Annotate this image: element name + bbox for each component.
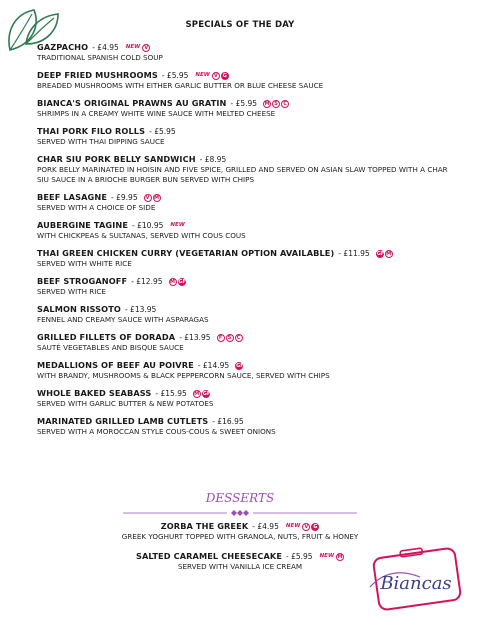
menu-item (0, 521, 480, 542)
menu-item-name: WHOLE BAKED SEABASS (37, 388, 152, 398)
dietary-s-icon: S (226, 334, 234, 342)
dietary-icons (169, 222, 185, 230)
ornamental-divider (123, 510, 357, 516)
menu-item-header (0, 521, 480, 532)
menu-item-header (37, 304, 457, 315)
menu-item-price: - £9.95 (111, 193, 138, 202)
dietary-m-icon: M (264, 100, 270, 107)
menu-item-header (37, 126, 457, 137)
menu-item-description: SERVED WITH RICE (37, 287, 106, 296)
dietary-m-icon: M (170, 278, 175, 285)
menu-item (37, 416, 457, 437)
menu-item-name: CHAR SIU PORK BELLY SANDWICH (37, 154, 196, 164)
logo-text: Biancas (380, 573, 452, 594)
menu-item-header (37, 416, 457, 427)
menu-item-description: WITH CHICKPEAS & SULTANAS, SERVED WITH COUS COUS (37, 231, 246, 240)
menu-item-price: - £12.95 (131, 277, 163, 286)
menu-item-price: - £13.95 (124, 305, 157, 314)
menu-item-price: - £5.95 (161, 71, 189, 80)
menu-item-description: SERVED WITH THAI DIPPING SAUCE (37, 137, 165, 146)
menu-item-header (37, 154, 457, 165)
dietary-icons (125, 44, 150, 52)
menu-item (37, 304, 457, 325)
dietary-g-icon: G (222, 72, 227, 79)
menu-item-header (37, 192, 457, 203)
menu-item (37, 388, 457, 409)
menu-item-name: GRILLED FILLETS OF DORADA (37, 332, 176, 342)
menu-item-price: - £16.95 (212, 417, 244, 426)
menu-item (37, 276, 457, 297)
dietary-icons (235, 362, 243, 370)
menu-item-header (37, 42, 457, 53)
menu-item-header (37, 98, 457, 109)
menu-item (37, 192, 457, 213)
menu-item-description: SAUTÉ VEGETABLES AND BISQUE SAUCE (37, 343, 184, 352)
menu-item (37, 42, 457, 63)
menu-item-name: GAZPACHO (37, 42, 89, 52)
dietary-icons (319, 553, 344, 561)
menu-item-name: MARINATED GRILLED LAMB CUTLETS (37, 416, 209, 426)
dietary-icons (194, 72, 228, 80)
menu-item-header (37, 276, 457, 287)
menu-item-name: DEEP FRIED MUSHROOMS (37, 70, 158, 80)
menu-item-header (37, 332, 457, 343)
menu-item-price: - £14.95 (197, 361, 230, 370)
menu-item-name: THAI GREEN CHICKEN CURRY (VEGETARIAN OPTION AVAILABLE) (37, 248, 335, 258)
dietary-new-icon: NEW (285, 522, 301, 529)
dietary-icons (376, 250, 393, 258)
menu-item-description: SERVED WITH A CHOICE OF SIDE (37, 203, 156, 212)
menu-item-price: - £10.95 (132, 221, 164, 230)
menu-item-description: BREADED MUSHROOMS WITH EITHER GARLIC BUTTER OR BLUE CHEESE SAUCE (37, 81, 324, 90)
dietary-m-icon: M (154, 194, 160, 201)
menu-item-price: - £13.95 (179, 333, 211, 342)
menu-item-price: - £5.95 (286, 552, 313, 561)
dietary-icons (193, 390, 210, 398)
menu-item-name: AUBERGINE TAGINE (37, 220, 129, 230)
dietary-v-icon: V (302, 523, 310, 531)
menu-item-description: SERVED WITH WHITE RICE (37, 259, 132, 268)
menu-item (37, 98, 457, 119)
menu-item (37, 70, 457, 91)
dietary-new-icon: NEW (170, 221, 185, 228)
dietary-icons (285, 523, 319, 531)
menu-item (37, 126, 457, 147)
menu-item-description: WITH BRANDY, MUSHROOMS & BLACK PEPPERCORN SAUCE, SERVED WITH CHIPS (37, 371, 330, 380)
menu-item-price: - £11.95 (338, 249, 370, 258)
dietary-v-icon: V (142, 44, 150, 52)
page-title: SPECIALS OF THE DAY (185, 20, 295, 30)
dietary-gf-icon: GF (178, 278, 187, 285)
menu-item-price: - £8.95 (199, 155, 227, 164)
menu-item-name: BEEF STROGANOFF (37, 276, 128, 286)
specials-list (37, 42, 457, 444)
dietary-new-icon: NEW (195, 71, 210, 78)
dietary-new-icon: NEW (125, 43, 141, 50)
menu-item-header (37, 388, 457, 399)
dietary-v-icon: V (144, 194, 152, 202)
menu-item-name: THAI PORK FILO ROLLS (37, 126, 146, 136)
menu-item-name: BIANCA'S ORIGINAL PRAWNS AU GRATIN (37, 98, 227, 108)
biancas-logo (360, 547, 470, 611)
menu-item-description: TRADITIONAL SPANISH COLD SOUP (37, 53, 163, 62)
menu-item-name: SALTED CARAMEL CHEESECAKE (135, 551, 283, 561)
dietary-g-icon: G (313, 523, 318, 530)
menu-item-name: BEEF LASAGNE (37, 192, 108, 202)
dietary-m-icon: M (386, 250, 392, 257)
menu-item-price: - £15.95 (155, 389, 187, 398)
dietary-icons (263, 100, 289, 108)
menu-item-name: SALMON RISSOTO (37, 304, 121, 314)
menu-item-price: - £5.95 (149, 127, 176, 136)
menu-item-header (37, 70, 457, 81)
menu-item-name: ZORBA THE GREEK (160, 521, 249, 531)
menu-item-price: - £4.95 (252, 522, 279, 531)
dietary-icons (217, 334, 243, 342)
dietary-gf-icon: GF (236, 362, 244, 369)
menu-item (37, 154, 457, 185)
menu-item-description: PORK BELLY MARINATED IN HOISIN AND FIVE SPICE, GRILLED AND SERVED ON ASIAN SLAW TOPPED WITH A CHAR SIU SAUCE IN A BRIOCHE BURGER BUN SERVED WITH CHIPS (37, 165, 448, 184)
menu-item-header (37, 220, 457, 231)
menu-item-price: - £4.95 (92, 43, 119, 52)
menu-item (37, 220, 457, 241)
menu-item-description: FENNEL AND CREAMY SAUCE WITH ASPARAGAS (37, 315, 209, 324)
menu-item-name: MEDALLIONS OF BEEF AU POIVRE (37, 360, 194, 370)
dietary-m-icon: M (194, 390, 200, 397)
dietary-gf-icon: GF (202, 390, 211, 397)
dietary-f-icon: F (217, 334, 225, 342)
dietary-icons (144, 194, 161, 202)
desserts-heading: DESSERTS (205, 491, 275, 505)
dietary-v-icon: V (212, 72, 220, 80)
menu-item-header (37, 248, 457, 259)
menu-item-header (37, 360, 457, 371)
menu-item-description: SERVED WITH VANILLA ICE CREAM (177, 562, 303, 571)
menu-item-description: SERVED WITH GARLIC BUTTER & NEW POTATOES (37, 399, 214, 408)
dietary-c-icon: C (235, 334, 243, 342)
dietary-m-icon: M (337, 553, 343, 560)
dietary-s-icon: S (272, 100, 280, 108)
dietary-gf-icon: GF (376, 250, 385, 257)
dietary-icons (169, 278, 186, 286)
menu-item-description: SERVED WITH A MOROCCAN STYLE COUS-COUS & SWEET ONIONS (37, 427, 276, 436)
dietary-c-icon: C (281, 100, 289, 108)
menu-item (37, 332, 457, 353)
menu-item-description: SHRIMPS IN A CREAMY WHITE WINE SAUCE WITH MELTED CHEESE (37, 109, 276, 118)
menu-item-description: GREEK YOGHURT TOPPED WITH GRANOLA, NUTS, FRUIT & HONEY (121, 532, 359, 541)
menu-item (37, 248, 457, 269)
menu-item-price: - £5.95 (230, 99, 258, 108)
menu-item (37, 360, 457, 381)
dietary-new-icon: NEW (319, 552, 335, 559)
